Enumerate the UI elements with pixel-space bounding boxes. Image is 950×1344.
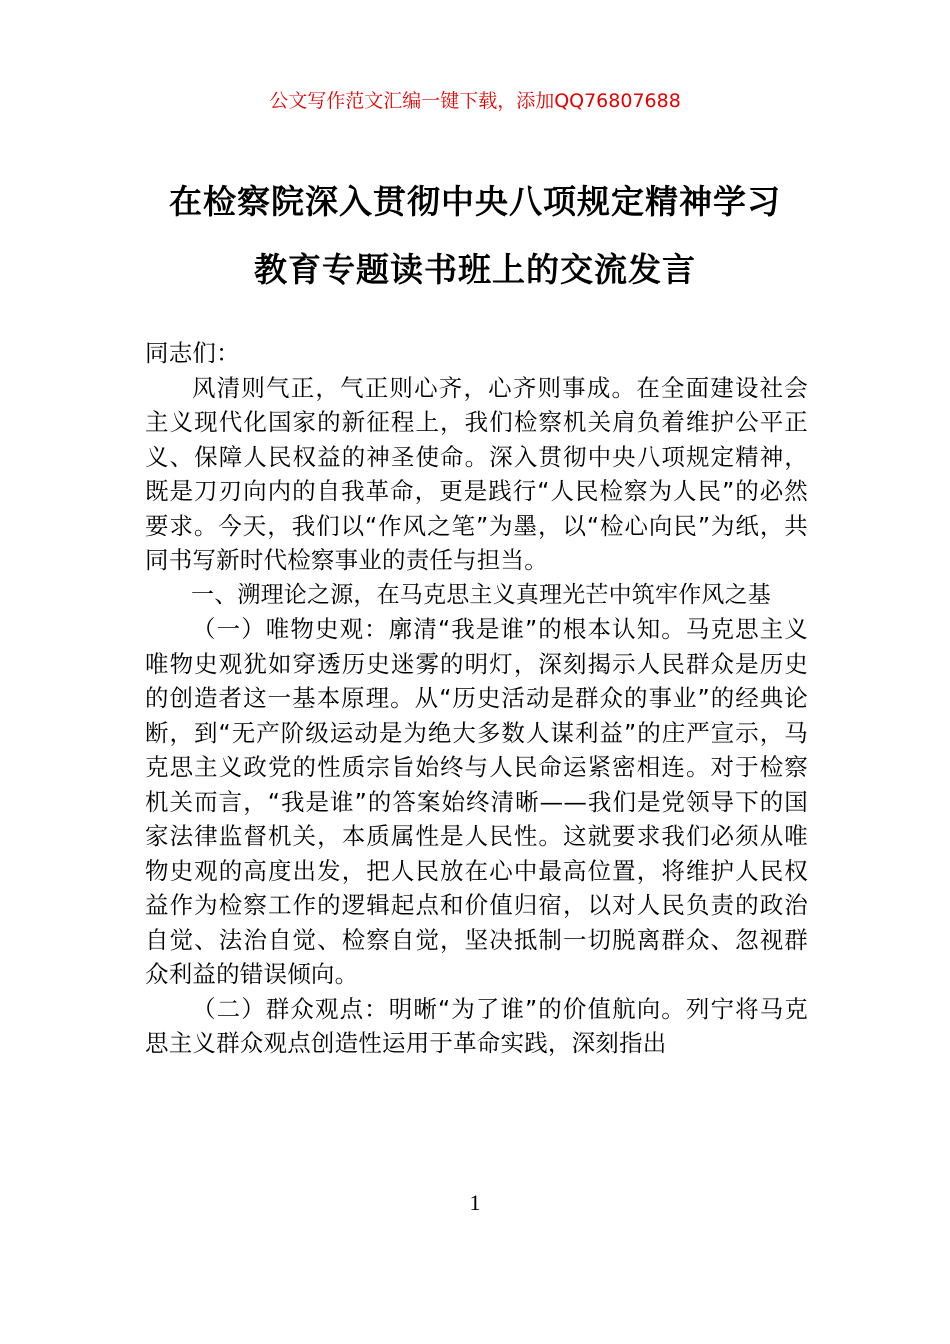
subsection-paragraph-1: （一）唯物史观：廓清“我是谁”的根本认知。马克思主义唯物史观犹如穿透历史迷雾的明灯，深刻揭示人民群众是历史的创造者这一基本原理。从“历史活动是群众的事业”的经典论断，到“无产阶级运动是为绝大多数人谋利益”的庄严宣示，马克思主义政党的性质宗旨始终与人民命运紧密相连。对于检察机关而言，“我是谁”的答案始终清晰——我们是党领导下的国家法律监督机关，本质属性是人民性。这就要求我们必须从唯物史观的高度出发，把人民放在心中最高位置，将维护人民权益作为检察工作的逻辑起点和价值归宿，以对人民负责的政治自觉、法治自觉、检察自觉，坚决抵制一切脱离群众、忽视群众利益的错误倾向。 xyxy=(145,615,808,988)
subsection-paragraph-2: （二）群众观点：明晰“为了谁”的价值航向。列宁将马克思主义群众观点创造性运用于革命实践，深刻指出 xyxy=(145,994,808,1057)
salutation: 同志们： xyxy=(145,339,240,367)
document-title-line-1: 在检察院深入贯彻中央八项规定精神学习 xyxy=(169,182,781,221)
header-note: 公文写作范文汇编一键下载，添加QQ76807688 xyxy=(269,90,681,112)
intro-paragraph: 风清则气正，气正则心齐，心齐则事成。在全面建设社会主义现代化国家的新征程上，我们检察机关肩负着维护公平正义、保障人民权益的神圣使命。深入贯彻中央八项规定精神，既是刀刃向内的自我革命，更是践行“人民检察为人民”的必然要求。今天，我们以“作风之笔”为墨，以“检心向民”为纸，共同书写新时代检察事业的责任与担当。 xyxy=(145,373,808,574)
document-body xyxy=(145,336,808,1061)
section-heading-1: 一、溯理论之源，在马克思主义真理光芒中筑牢作风之基 xyxy=(191,581,771,608)
document-title-line-2: 教育专题读书班上的交流发言 xyxy=(254,250,696,289)
page-number: 1 xyxy=(469,1190,481,1215)
